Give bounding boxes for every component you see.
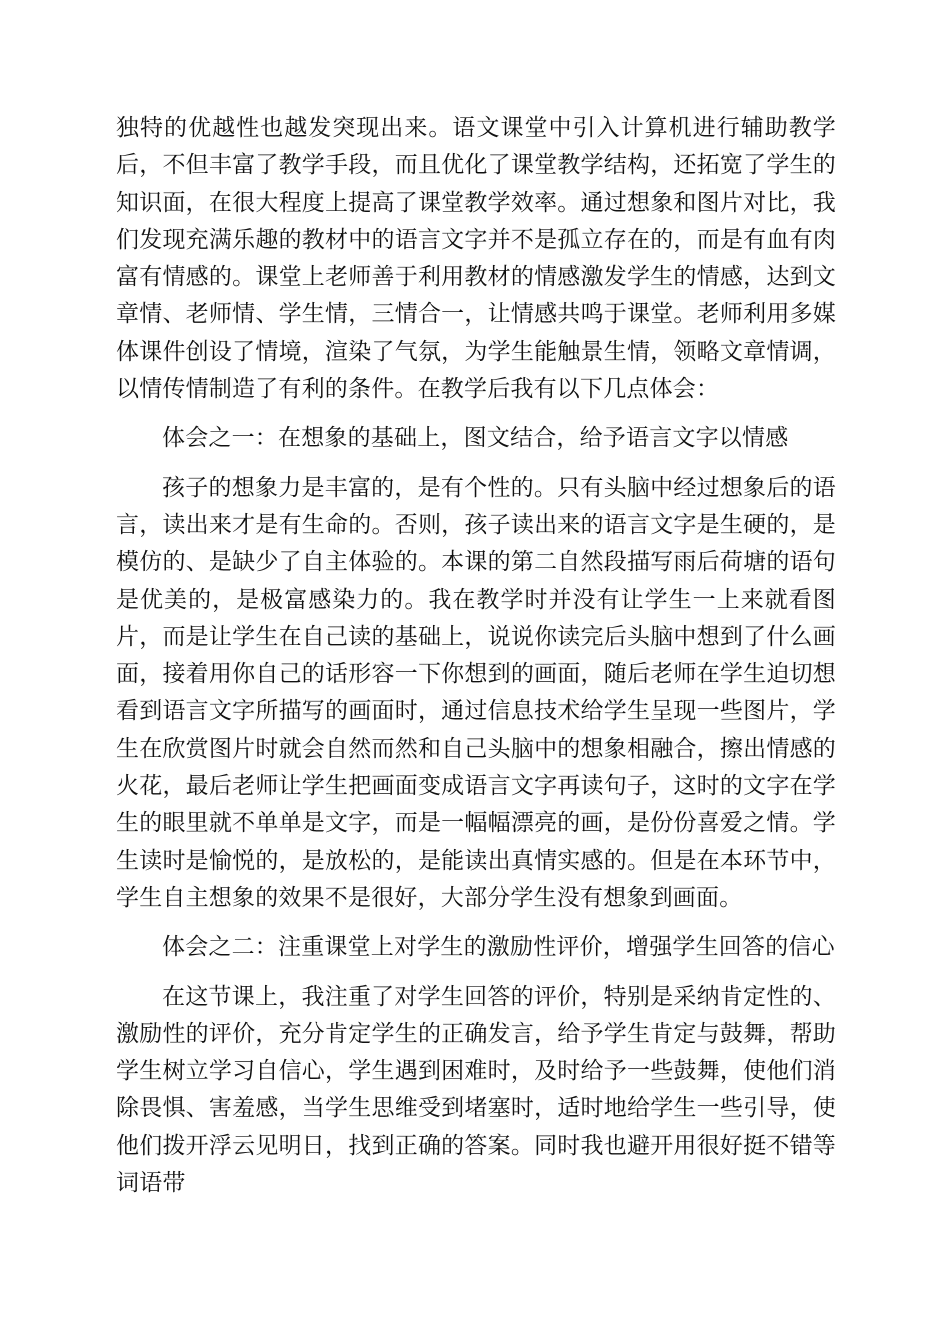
body-paragraph-2: 孩子的想象力是丰富的，是有个性的。只有头脑中经过想象后的语言，读出来才是有生命的。否则，孩子读出来的语言文字是生硬的，是模仿的、是缺少了自主体验的。本课的第二自然段描写雨后荷塘的语句是优美的，是极富感染力的。我在教学时并没有让学生一上来就看图片，而是让学生在自己读的基础上，说说你读完后头脑中想到了什么画面，接着用你自己的话形容一下你想到的画面，随后老师在学生迫切想看到语言文字所描写的画面时，通过信息技术给学生呈现一些图片，学生在欣赏图片时就会自然而然和自己头脑中的想象相融合，擦出情感的火花，最后老师让学生把画面变成语言文字再读句子，这时的文字在学生的眼里就不单单是文字，而是一幅幅漂亮的画，是份份喜爱之情。学生读时是愉悦的，是放松的，是能读出真情实感的。但是在本环节中，学生自主想象的效果不是很好，大部分学生没有想象到画面。 [116, 474, 836, 911]
body-paragraph-1: 独特的优越性也越发突现出来。语文课堂中引入计算机进行辅助教学后，不但丰富了教学手段，而且优化了课堂教学结构，还拓宽了学生的知识面，在很大程度上提高了课堂教学效率。通过想象和图片对比，我们发现充满乐趣的教材中的语言文字并不是孤立存在的，而是有血有肉富有情感的。课堂上老师善于利用教材的情感激发学生的情感，达到文章情、老师情、学生情，三情合一，让情感共鸣于课堂。老师利用多媒体课件创设了情境，渲染了气氛，为学生能触景生情，领略文章情调，以情传情制造了有利的条件。在教学后我有以下几点体会： [116, 115, 836, 403]
body-paragraph-3: 在这节课上，我注重了对学生回答的评价，特别是采纳肯定性的、激励性的评价，充分肯定学生的正确发言，给予学生肯定与鼓舞，帮助学生树立学习自信心，学生遇到困难时，及时给予一些鼓舞，使他们消除畏惧、害羞感，当学生思维受到堵塞时，适时地给学生一些引导，使他们拨开浮云见明日，找到正确的答案。同时我也避开用很好挺不错等词语带 [116, 983, 836, 1197]
section-heading-2: 体会之二：注重课堂上对学生的激励性评价，增强学生回答的信心 [162, 934, 835, 961]
paragraph-gap [116, 967, 836, 979]
document-page [116, 110, 836, 1202]
paragraph-gap [116, 917, 836, 929]
paragraph-gap [116, 408, 836, 420]
paragraph-gap [116, 458, 836, 470]
section-heading-1: 体会之一：在想象的基础上，图文结合，给予语言文字以情感 [162, 425, 789, 452]
